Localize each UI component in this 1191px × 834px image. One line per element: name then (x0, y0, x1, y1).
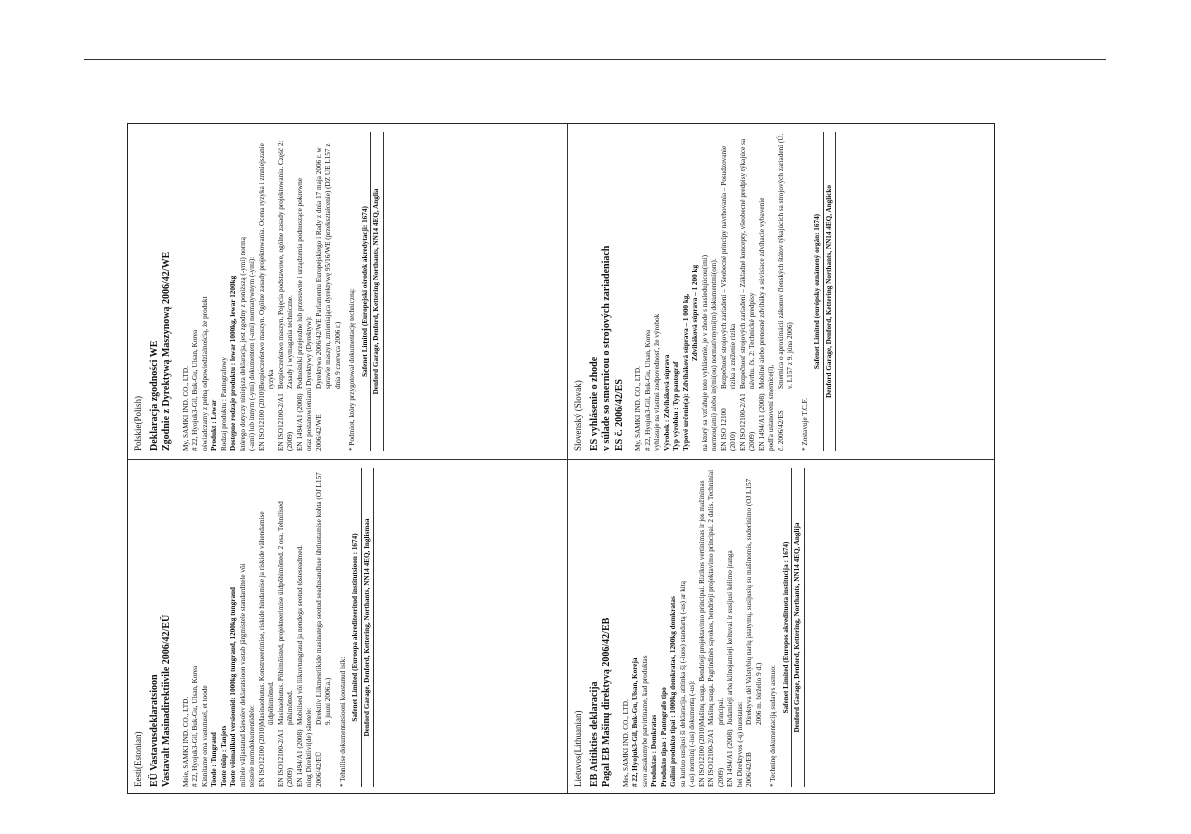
standard-row (758, 132, 768, 451)
directive-title: Zgodnie z Dyrektywą Maszynową 2006/42/WE (161, 251, 173, 451)
product-type: Toote tüüp : Tanjets (219, 725, 228, 787)
standard-description: Bezpečnosť strojových zariadení – Základné koncepty, všeobecné predpisy týkajúce sa návrhu. čs. 2: Technické predpisy (738, 138, 757, 389)
manufacturer: Meie, SAMKI IND. CO., LTD. (181, 696, 190, 787)
conformity-text: millele väljastatud käesolev deklaratsioon vastab järgmistele standarditele või (238, 563, 247, 787)
directive-intro: oraz postanowieniami Dyrektywy (Dyrektyw): (305, 316, 314, 451)
tcf-note: * Podmiot, który przygotował dokumentację techniczną: (348, 288, 357, 451)
quadrant-polish (128, 124, 567, 459)
standard-code: EN 1494/A1 (2008) (295, 729, 304, 787)
standard-code: EN 1494/A1 (2008) (757, 393, 766, 451)
product-capacity: Galimi produkto tipai : 1000kg domkratas, 1200kg domkratas (669, 596, 678, 787)
standard-description: Mašinų sauga. Pagrindinės sąvokos, bendrieji projektavimo principai. 2 dalis. Techniniai principai. (707, 469, 725, 725)
standard-row (296, 132, 306, 451)
standard-code: EN ISO12100 (2010) (697, 725, 706, 787)
standard-description: Podnośniki przejezdne lub przesuwne i urządzenia podnoszące pokrewne (295, 178, 304, 389)
standard-code: EN ISO12100-2/A1 (2009) (276, 393, 295, 451)
quadrant-slovak (568, 124, 996, 459)
manufacturer: Mes, SAMKI IND. CO., LTD. (621, 699, 630, 787)
conformity-text-2: (-ami) lub innym (-ymi) dokumentem (-ami) normatywnym (-ymi): (248, 256, 257, 451)
directive-number: ES č. 2006/42/ES (613, 379, 625, 451)
notified-body: Safenet Limited (Euroopa akrediteeritud institutsioon : 1674) (351, 533, 360, 722)
standard-description: Mašinų sauga. Bendrieji projektavimo principai. Rizikos vertinimas ir jos mažinimas (697, 480, 706, 725)
notified-body-address: Denford Garage, Denford, Kettering Northants, NN14 4EQ, Anglia (370, 132, 384, 451)
language-label: Polskie(Polish) (133, 395, 143, 451)
declaration-title: Deklaracja zgodności WE (148, 340, 160, 451)
product: Toode : Tungraud (210, 732, 219, 787)
product: Výrobok : Zdviháková súprava (662, 354, 671, 451)
directive-row (315, 132, 344, 451)
product-capacity: Typové určenie(a): Zdviháková súprava – 1 000 kg, (681, 293, 690, 451)
language-label: Lietuvos(Lithuanian) (573, 710, 583, 787)
standard-row (739, 132, 758, 451)
product: Produktas : Domkratas (650, 714, 659, 787)
directive-code: č. 2006/42/ES (776, 410, 785, 451)
standard-code: EN ISO12100 (2010) (257, 389, 266, 451)
product-type: Produkto tipas : Pantografo tipo (659, 687, 668, 787)
standard-row (277, 132, 296, 451)
conformity-text: na ktorý sa vzťahuje toto vyhlásenie, je v zhode s nasledujúcou(imi) (700, 254, 709, 451)
standard-description: Mobiilsed või liikuvtungraud ja nendega seotud tõsteseadmed. (295, 545, 304, 725)
declaration-text: Kinnitame oma vastutusel, et toode (200, 685, 209, 787)
directive-intro: bei Direktyvos (-ų) nuostatas: (735, 701, 744, 787)
standard-code: EN 1494/A1 (2008) (295, 393, 304, 451)
standard-code: EN ISO12100 (2010) (257, 725, 266, 787)
standard-row (726, 468, 736, 787)
standard-description: Judamieji arba kilnojamieji keltuvai ir susijusi kėlimo įranga (726, 550, 735, 725)
directive-row (745, 468, 764, 787)
conformity-text-2: (-us) norminį (-ius) dokumentą (-us): (688, 680, 697, 787)
standard-code: EN ISO12100-2/A1 (2009) (707, 729, 725, 787)
notified-body: Safenet Limited (európsky oznámený orgán: 1674) (813, 213, 822, 370)
quadrant-lithuanian (568, 460, 996, 795)
language-label: Eesti(Estonian) (133, 731, 143, 787)
declaration-text: oświadczamy z pełną odpowiedzialnością, że produkt (200, 296, 209, 451)
notified-body: Safenet Limited (Europejski ośrodek akredytacji: 1674) (360, 206, 369, 377)
directive-title: v súlade so smernicou o strojových zariadeniach (601, 245, 613, 451)
directive-intro: podľa ustanovení smernice(í), (767, 364, 776, 451)
product-capacity: Dostępne rodzaje produktu : lewar 1000kg, lewar 1200kg (229, 275, 238, 451)
directive-title: Vastavalt Masinadirektiivile 2006/42/EÜ (161, 614, 173, 787)
standard-description: Bezpečnosť strojových zariadení – Všeobecné princípy navrhovania – Posudzovanie rizika a zníženie rizika (719, 145, 738, 389)
declaration-title: EÜ Vastavusdeklaratsioon (148, 674, 160, 787)
directive-title: Pagal EB Mašinų direktyvą 2006/42/EB (601, 617, 613, 787)
standard-description: Masinaohutus. Põhimõisted, projekteerimise üldpõhimõtted. 2 osa. Tehnilised põhimõtted. (276, 501, 295, 725)
standard-code: EN 1494/A1 (2008) (726, 729, 735, 787)
standard-description: Bezpieczeństwo maszyn. Ogólne zasady projektowania. Ocena ryzyka i zmniejszanie ryzyka (257, 143, 276, 389)
directive-description: Dyrektywa 2006/42/WE Parlamentu Europejskiego i Rady z dnia 17 maja 2006 r. w sprawie maszyn, zmieniająca dyrektywę 95/16/WE (przekształcenie) (DZ UE L157 z dnia 9 czerwca 2006 r.) (314, 143, 342, 389)
notified-body-address: Denford Garage, Denford, Kettering Northants, NN14 4EQ, Anglicko (823, 132, 837, 451)
standard-description: Bezpieczeństwo maszyn. Pojęcia podstawowe, ogólne zasady projektowania. Część 2: Zasady i wymagania techniczne. (276, 140, 295, 389)
directive-description: Direktyva dėl Valstybių narių įstatymų, susijusių su mašinomis, suderinimo (OJ L157 2006 m. birželio 9 d.) (745, 478, 763, 725)
standard-description: Masinaohutus. Konstrueerimise, riskide hindamise ja riskide vähendamise üldpõhimõtted. (257, 511, 276, 725)
standard-row (258, 468, 277, 787)
directive-description: Direktiiv Liikmesriikide masinatega seotud seadusandluse ühtlustamise kohta (OJ L157 9. juuni 2006.a.) (314, 472, 333, 725)
tcf-note: * Tehnilise dokumentatsiooni koostanud isik: (338, 656, 347, 787)
address: # 22, Hyojuk3-Gil, Buk-Gu, Ulsan, Koreja (631, 657, 640, 787)
conformity-text-2: normou(ami) alebo inými(ou) normatívnymi(m) dokumentmi(om). (710, 258, 719, 451)
declaration-title: EB Atitikties deklaracija (588, 681, 600, 787)
header-rule (84, 59, 1106, 60)
manufacturer: My, SAMKI IND. CO., LTD. (634, 366, 643, 451)
standard-row (707, 468, 726, 787)
directive-row (777, 132, 796, 451)
directive-intro: ning Direktiivi(de) sätetele: (305, 707, 314, 787)
panel-polish (128, 124, 567, 459)
standard-row (277, 468, 296, 787)
notified-body: Safenet Limited (Europos akredituota institucija : 1674) (781, 541, 790, 714)
conformity-text: którego dotyczy niniejsza deklaracja, jest zgodny z poniższą (-ymi) normą (238, 237, 247, 451)
standard-row (698, 468, 708, 787)
standard-row (296, 468, 306, 787)
address: # 22, Hyojuk3-Gil, Buk-Gu, Ulsan, Korea (191, 329, 200, 451)
address: # 22, Hyojuk3-Gil, Buk-Gu, Ulsan, Korea (643, 329, 652, 451)
panel-slovak (568, 124, 996, 459)
standard-row (258, 132, 277, 451)
conformity-text: su kuriuo susijusi ši deklaracija, atitinka šį (-iuos) standartą (-us) ar kitą (678, 581, 687, 787)
language-label: Slovenský (Slovak) (573, 380, 583, 451)
standard-row (720, 132, 739, 451)
address: # 22, Hyojuk3-Gil, Buk-Gu, Ulsan, Korea (191, 665, 200, 787)
declaration-text: vyhlasuje na vlastnú zodpovednosť, že výrobok (653, 313, 662, 451)
directive-code: 2006/42/WE (314, 414, 323, 451)
product-type: Typ výrobku : Typ pantograf (672, 361, 681, 451)
panel-estonian (128, 460, 567, 795)
declaration-text: savo atsakomybe patvirtiname, kad produktas (640, 655, 649, 787)
declaration-title: ES vyhlásenie o zhode (588, 356, 600, 451)
directive-code: 2006/42/EB (745, 752, 754, 787)
tcf-note: * Zostavuje T.C.F. (800, 398, 809, 451)
product-capacity-2: Zdviháková súprava – 1 200 kg (691, 264, 700, 361)
declaration-sheet (127, 123, 995, 794)
directive-code: 2006/42/EÜ (314, 751, 323, 787)
panel-lithuanian (568, 460, 996, 795)
tcf-note: * Techninę dokumentaciją sudarys asmuo: (769, 665, 778, 787)
standard-code: EN ISO 12100 (2010) (719, 408, 738, 451)
product-type: Rodzaj produktu : Pantografowy (219, 356, 228, 451)
directive-row (315, 468, 334, 787)
standard-description: Mobilné alebo prenosné zdviháky a súvisiace zdvíhacie vybavenie (757, 197, 766, 389)
standard-code: EN ISO12100-2/A1 (2009) (738, 393, 757, 451)
quadrant-estonian (128, 460, 567, 795)
product-capacity: Toote võimalikud versioonid: 1000kg tungraud, 1200kg tungraud (229, 586, 238, 787)
conformity-text-2: teistele normdokumentidele: (248, 704, 257, 787)
notified-body-address: Denford Garage, Denford, Kettering, Northants, NN14 4EQ, Anglija (791, 468, 805, 787)
directive-description: Smernica o aproximácii zákonov členských štátov týkajúcich sa strojových zariadení (Ú. v. L157 z 9. júna 2006) (776, 133, 795, 389)
notified-body-address: Denford Garage, Denford, Kettering, Northants, NN14 4EQ, Inglismaa (361, 468, 375, 787)
manufacturer: My, SAMKI IND. CO., LTD. (181, 366, 190, 451)
standard-code: EN ISO12100-2/A1 (2009) (276, 729, 295, 787)
product: Produkt : Lewar (210, 399, 219, 451)
